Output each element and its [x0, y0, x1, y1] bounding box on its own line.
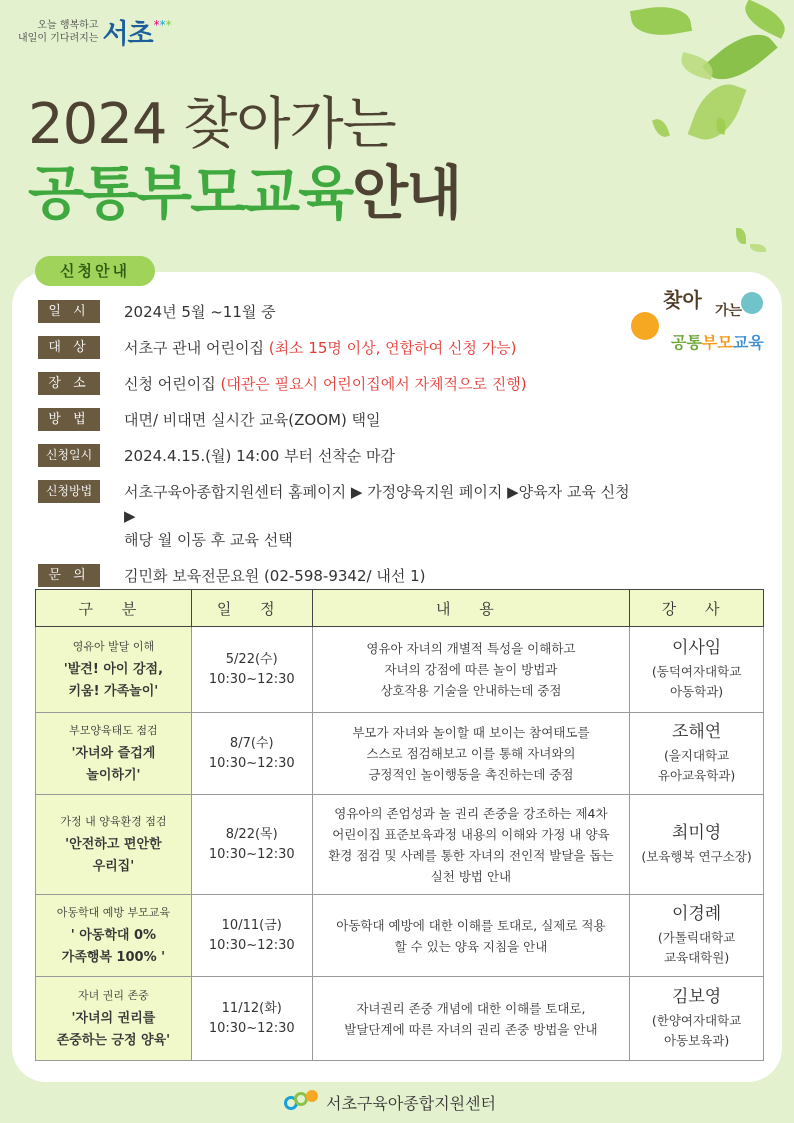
info-text: 서초구 관내 어린이집 — [124, 339, 269, 357]
footer-logo — [284, 1090, 496, 1114]
category-label: 가정 내 양육환경 점검 — [60, 814, 167, 828]
lecturer-affiliation: (한양여자대학교 아동보육과) — [651, 1012, 742, 1048]
topic-title: '자녀의 권리를 존중하는 긍정 양육' — [56, 1010, 171, 1048]
lecturer-affiliation: (을지대학교 유아교육학과) — [657, 747, 736, 783]
lecturer-name: 이사임 — [671, 637, 722, 658]
logo-word-2: 부모 — [701, 333, 733, 352]
info-text: 2024년 5월 ~11월 중 — [124, 303, 276, 321]
header-content: 내 용 — [312, 590, 629, 627]
info-list — [38, 300, 638, 600]
info-value — [124, 564, 425, 588]
info-label: 문 의 — [38, 564, 100, 587]
lecturer-affiliation: (보육행복 연구소장) — [641, 848, 752, 864]
star-icon: *** — [153, 17, 172, 32]
info-value — [124, 372, 527, 396]
schedule-cell: 11/12(화) 10:30~12:30 — [191, 977, 312, 1061]
header-category: 구 분 — [36, 590, 192, 627]
schedule-cell: 10/11(금) 10:30~12:30 — [191, 895, 312, 977]
brand-slogan — [18, 19, 98, 45]
info-value — [124, 444, 395, 468]
info-note: (최소 15명 이상, 연합하여 신청 가능) — [268, 339, 517, 357]
content-cell: 자녀권리 존중 개념에 대한 이해를 토대로, 발달단계에 따른 자녀의 권리 존중 방법을 안내 — [312, 977, 629, 1061]
leaf-decoration — [688, 76, 747, 148]
lecturer-name: 김보영 — [671, 986, 722, 1007]
org-logo-icon — [284, 1090, 324, 1114]
lecturer-name: 이경례 — [671, 903, 722, 924]
page-title-line-2 — [28, 146, 460, 230]
logo-text-3 — [671, 330, 764, 353]
info-note: (대관은 필요시 어린이집에서 자체적으로 진행) — [220, 375, 527, 393]
content-cell: 영유아 자녀의 개별적 특성을 이해하고 자녀의 강점에 따른 놀이 방법과 상호작용 기술을 안내하는데 중점 — [312, 627, 629, 713]
page-title-line-1: 2024 찾아가는 — [28, 92, 396, 157]
category-cell — [36, 713, 192, 795]
section-label: 신청안내 — [35, 256, 155, 286]
category-cell — [36, 795, 192, 895]
info-text: 신청 어린이집 — [124, 375, 221, 393]
content-cell: 영유아의 존엄성과 놀 권리 존중을 강조하는 제4차 어린이집 표준보육과정 내용의 이해와 가정 내 양육 환경 점검 및 사례를 통한 자녀의 전인적 발달을 돕는 실천 방법 안내 — [312, 795, 629, 895]
leaf-decoration — [740, 0, 791, 39]
topic-title: '안전하고 편안한 우리집' — [65, 836, 162, 874]
lecturer-cell — [630, 977, 764, 1061]
info-value — [124, 408, 381, 432]
category-label: 영유아 발달 이해 — [72, 639, 155, 653]
content-cell: 부모가 자녀와 놀이할 때 보이는 참여태도를 스스로 점검해보고 이를 통해 자녀와의 긍정적인 놀이행동을 촉진하는데 중점 — [312, 713, 629, 795]
logo-word-3: 교육 — [732, 333, 764, 352]
category-cell — [36, 627, 192, 713]
topic-title: '발견! 아이 강점, 키움! 가족놀이' — [63, 661, 164, 699]
info-row-target — [38, 336, 638, 360]
seocho-logo — [18, 12, 172, 51]
category-label: 자녀 권리 존중 — [78, 988, 149, 1002]
info-value — [124, 480, 638, 552]
slogan-line-2: 내일이 기다려지는 — [18, 32, 99, 44]
table-row — [36, 795, 764, 895]
info-value — [124, 336, 517, 360]
leaf-decoration — [630, 1, 692, 41]
table-row — [36, 627, 764, 713]
info-row-method — [38, 408, 638, 432]
schedule-cell: 8/7(수) 10:30~12:30 — [191, 713, 312, 795]
info-row-apply-method — [38, 480, 638, 552]
logo-text-1: 찾아 — [663, 288, 702, 312]
topic-title: ' 아동학대 0% 가족행복 100% ' — [61, 927, 166, 965]
schedule-cell: 8/22(목) 10:30~12:30 — [191, 795, 312, 895]
character-icon — [741, 292, 763, 314]
table-row — [36, 895, 764, 977]
leaf-decoration — [750, 244, 766, 252]
leaf-decoration — [652, 117, 670, 140]
category-label: 아동학대 예방 부모교육 — [56, 905, 171, 919]
info-label: 신청방법 — [38, 480, 100, 503]
info-row-place — [38, 372, 638, 396]
info-text-2: 해당 월 이동 후 교육 선택 — [124, 531, 293, 549]
table-header-row — [36, 590, 764, 627]
header-lecturer: 강 사 — [630, 590, 764, 627]
table-row — [36, 713, 764, 795]
schedule-cell: 5/22(수) 10:30~12:30 — [191, 627, 312, 713]
leaf-decoration — [678, 52, 716, 80]
category-cell — [36, 895, 192, 977]
info-label: 일 시 — [38, 300, 100, 323]
title-rest: 안내 — [352, 159, 461, 227]
info-label: 대 상 — [38, 336, 100, 359]
lecturer-name: 조해연 — [671, 721, 722, 742]
title-highlight: 공통부모교육 — [28, 159, 353, 227]
program-logo — [627, 282, 769, 362]
slogan-line-1: 오늘 행복하고 — [37, 19, 99, 31]
lecturer-affiliation: (가톨릭대학교 교육대학원) — [657, 929, 736, 965]
header-schedule: 일 정 — [191, 590, 312, 627]
info-text: 대면/ 비대면 실시간 교육(ZOOM) 택일 — [124, 411, 381, 429]
info-text: 김민화 보육전문요원 (02-598-9342/ 내선 1) — [124, 567, 426, 585]
info-text: 서초구육아종합지원센터 홈페이지 ▶ 가정양육지원 페이지 ▶양육자 교육 신청 ▶ — [124, 483, 630, 525]
info-row-date — [38, 300, 638, 324]
lecturer-cell — [630, 895, 764, 977]
info-text: 2024.4.15.(월) 14:00 부터 선착순 마감 — [124, 447, 396, 465]
category-cell — [36, 977, 192, 1061]
topic-title: '자녀와 즐겁게 놀이하기' — [71, 745, 156, 783]
info-label: 장 소 — [38, 372, 100, 395]
lecturer-name: 최미영 — [671, 822, 722, 843]
leaf-decoration — [736, 228, 746, 244]
info-row-contact — [38, 564, 638, 588]
lecturer-affiliation: (동덕여자대학교 아동학과) — [651, 663, 742, 699]
logo-text-2: 가는 — [715, 303, 743, 319]
info-value — [124, 300, 276, 324]
org-name: 서초구육아종합지원센터 — [326, 1093, 497, 1113]
info-row-apply-date — [38, 444, 638, 468]
lecturer-cell — [630, 713, 764, 795]
brand-name: 서초 — [102, 19, 153, 50]
content-cell: 아동학대 예방에 대한 이해를 토대로, 실제로 적용 할 수 있는 양육 지침을 안내 — [312, 895, 629, 977]
info-label: 방 법 — [38, 408, 100, 431]
logo-word-1: 공통 — [671, 333, 702, 352]
lecturer-cell — [630, 627, 764, 713]
schedule-table — [35, 589, 764, 1061]
category-label: 부모양육태도 점검 — [69, 723, 158, 737]
table-row — [36, 977, 764, 1061]
lecturer-cell — [630, 795, 764, 895]
info-label: 신청일시 — [38, 444, 100, 467]
